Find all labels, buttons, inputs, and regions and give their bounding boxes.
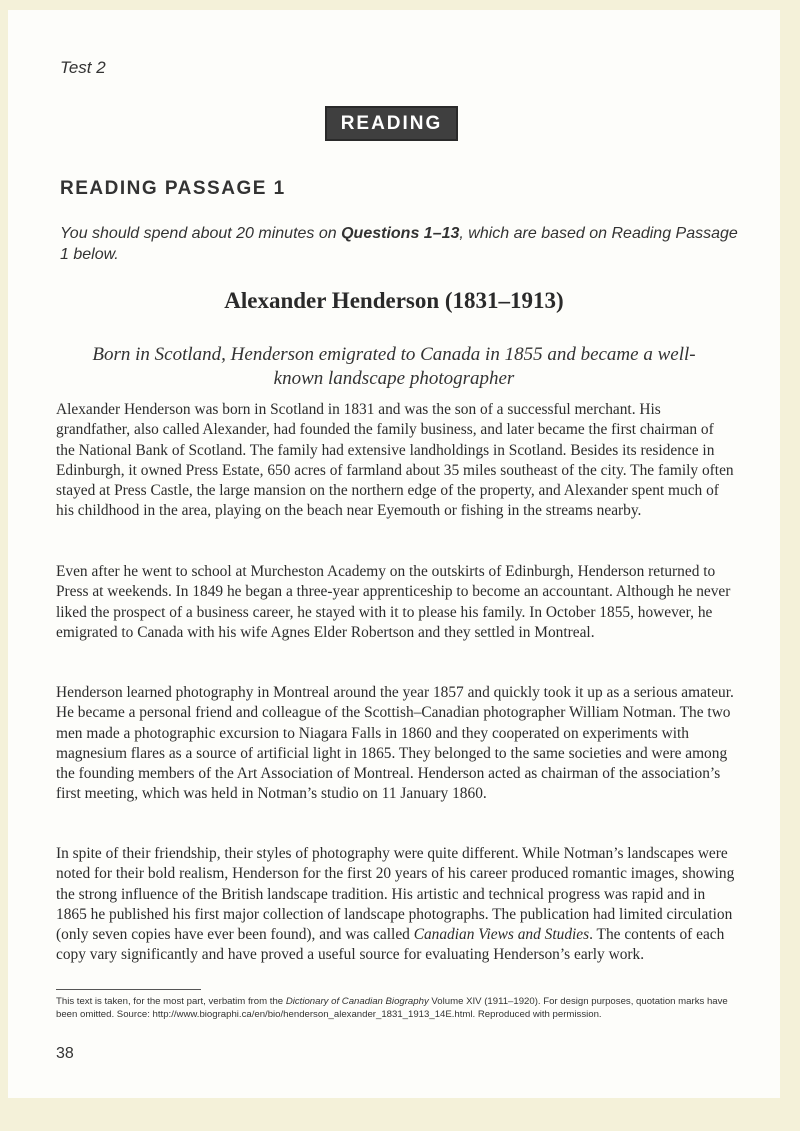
paragraph-4-text: In spite of their friendship, their styles of photography were quite different. While Notman’s landscapes were noted for their bold realism, Henderson for the first 20 years of his career produced romantic images, showing the strong influence of the British landscape tradition. His artistic and technical progress was rapid and in 1865 he published his first major collection of landscape photographs. The publication had limited circulation (only seven copies have ever been found), and was called <box>56 845 735 944</box>
paragraph-3: Henderson learned photography in Montreal around the year 1857 and quickly took it up as a serious amateur. He became a personal friend and colleague of the Scottish–Canadian photographer William Notman. The two men made a photographic excursion to Niagara Falls in 1860 and they cooperated on experiments with magnesium flares as a source of artificial light in 1865. They belonged to the same societies and were among the founding members of the Art Association of Montreal. Henderson acted as chairman of the association’s first meeting, which was held in Notman’s studio on 11 January 1860. <box>56 684 734 803</box>
article-subtitle: Born in Scotland, Henderson emigrated to Canada in 1855 and became a well-known landscape photographer <box>92 344 696 389</box>
test-label: Test 2 <box>60 58 106 77</box>
footnote-source-title: Dictionary of Canadian Biography <box>285 996 429 1007</box>
instructions-text-end: , which are based on Reading Passage 1 below. <box>60 225 738 263</box>
footnote-text: This text is taken, for the most part, verbatim from the <box>56 996 286 1007</box>
page-number: 38 <box>56 1045 74 1062</box>
paragraph-4-end: . The contents of each copy vary significantly and have proved a useful source for evaluating Henderson’s early work. <box>56 926 725 964</box>
footnote-divider <box>56 989 201 990</box>
instructions-text: You should spend about 20 minutes on <box>60 225 342 242</box>
publication-title: Canadian Views and Studies <box>413 926 590 944</box>
footnote-text-end: Volume XIV (1911–1920). For design purposes, quotation marks have been omitted. Source: http://www.biographi.ca/en/bio/henderson_alexander_1831_1913_14E.html. Reproduced with permission. <box>56 996 728 1020</box>
footnote <box>56 995 736 1021</box>
document-page <box>8 10 780 1098</box>
section-badge: READING <box>325 106 458 141</box>
paragraph-4 <box>56 844 736 966</box>
passage-heading: READING PASSAGE 1 <box>60 178 286 199</box>
paragraph-2: Even after he went to school at Murcheston Academy on the outskirts of Edinburgh, Henderson returned to Press at weekends. In 1849 he began a three-year apprenticeship to become an accountant. Although he never liked the prospect of a business career, he stayed with it to please his family. In October 1855, however, he emigrated to Canada with his wife Agnes Elder Robertson and they settled in Montreal. <box>56 563 731 641</box>
paragraph-1: Alexander Henderson was born in Scotland in 1831 and was the son of a successful merchant. His grandfather, also called Alexander, had founded the family business, and later became the first chairman of the National Bank of Scotland. The family had extensive landholdings in Scotland. Besides its residence in Edinburgh, it owned Press Estate, 650 acres of farmland about 35 miles southeast of the city. The family often stayed at Press Castle, the large mansion on the northern edge of the property, and Alexander spent much of his childhood in the area, playing on the beach near Eyemouth or fishing in the streams nearby. <box>56 401 734 520</box>
article-title: Alexander Henderson (1831–1913) <box>224 288 564 313</box>
instructions-questions: Questions 1–13 <box>341 225 460 242</box>
instructions <box>60 223 740 265</box>
